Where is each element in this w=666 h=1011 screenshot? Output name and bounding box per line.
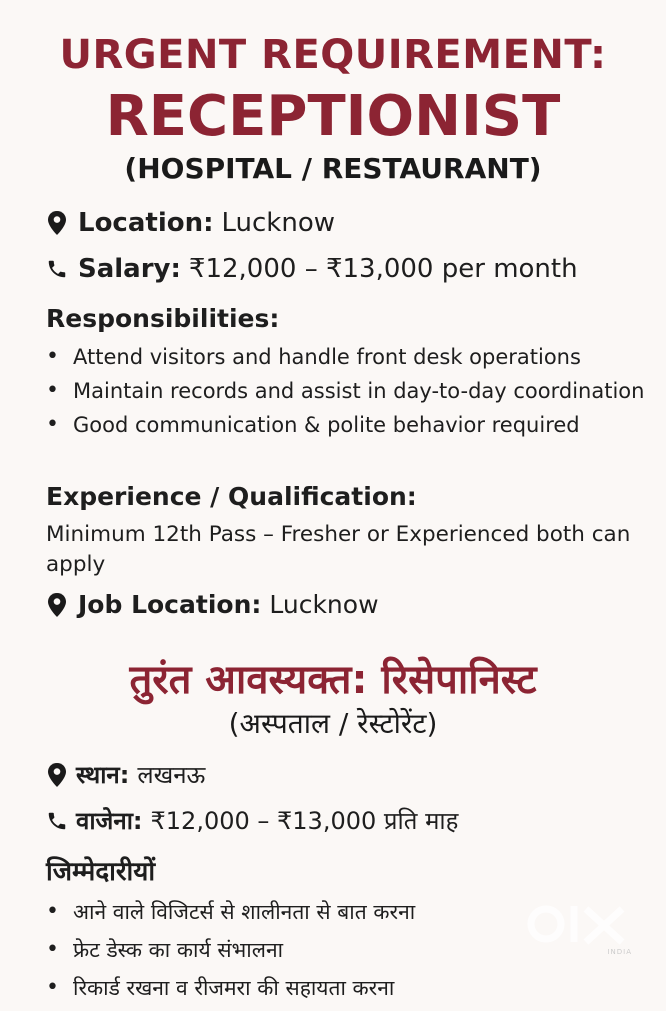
hindi-location-value: लखनऊ bbox=[137, 761, 206, 789]
hindi-title: तुरंत आवस्यक्त: रिसेपानिस्ट bbox=[129, 657, 537, 703]
hindi-location-row bbox=[46, 758, 205, 791]
responsibilities-heading: Responsibilities: bbox=[46, 304, 280, 333]
phone-icon bbox=[46, 808, 68, 834]
map-pin-icon bbox=[46, 762, 68, 788]
title-urgent-requirement: URGENT REQUIREMENT: bbox=[59, 32, 607, 78]
title-hospital-restaurant: (HOSPITAL / RESTAURANT) bbox=[124, 152, 542, 185]
list-item: • आने वाले विजिटर्स से शालीनता से बात करना bbox=[46, 897, 626, 927]
responsibilities-list bbox=[46, 342, 646, 444]
hindi-salary-value: ₹12,000 – ₹13,000 प्रति माह bbox=[150, 807, 459, 835]
hindi-salary-label: वाजेना: bbox=[76, 807, 143, 835]
location-row bbox=[46, 208, 335, 238]
location-value: Lucknow bbox=[221, 208, 336, 238]
title-receptionist: RECEPTIONIST bbox=[105, 84, 561, 149]
hindi-responsibilities-heading: जिम्मेदारीयों bbox=[46, 857, 156, 887]
map-pin-icon bbox=[46, 210, 68, 236]
hindi-location-label: स्थान: bbox=[76, 761, 130, 789]
salary-label: Salary: bbox=[78, 254, 181, 284]
salary-value: ₹12,000 – ₹13,000 per month bbox=[188, 254, 578, 284]
experience-heading: Experience / Qualification: bbox=[46, 482, 417, 511]
list-item: • रिकार्ड रखना व रीजमरा की सहायता करना bbox=[46, 973, 626, 1003]
salary-row bbox=[46, 254, 578, 284]
phone-icon bbox=[46, 256, 68, 282]
location-label: Location: bbox=[78, 208, 214, 238]
list-item: • Good communication & polite behavior required bbox=[46, 410, 646, 440]
experience-text: Minimum 12th Pass – Fresher or Experienced both can apply bbox=[46, 522, 631, 577]
job-location-value: Lucknow bbox=[269, 590, 379, 619]
job-location-label: Job Location: bbox=[78, 590, 262, 619]
olx-watermark bbox=[526, 898, 636, 958]
hindi-salary-row bbox=[46, 804, 458, 837]
olx-region-label: INDIA bbox=[607, 948, 632, 956]
list-item: • Maintain records and assist in day-to-day coordination bbox=[46, 376, 646, 406]
job-location-row bbox=[46, 590, 379, 619]
list-item: • Attend visitors and handle front desk operations bbox=[46, 342, 646, 372]
map-pin-icon bbox=[46, 592, 68, 618]
hindi-subtitle: (अस्पताल / रेस्टोरेंट) bbox=[228, 707, 438, 740]
list-item: • फ्रेट डेस्क का कार्य संभालना bbox=[46, 935, 626, 965]
